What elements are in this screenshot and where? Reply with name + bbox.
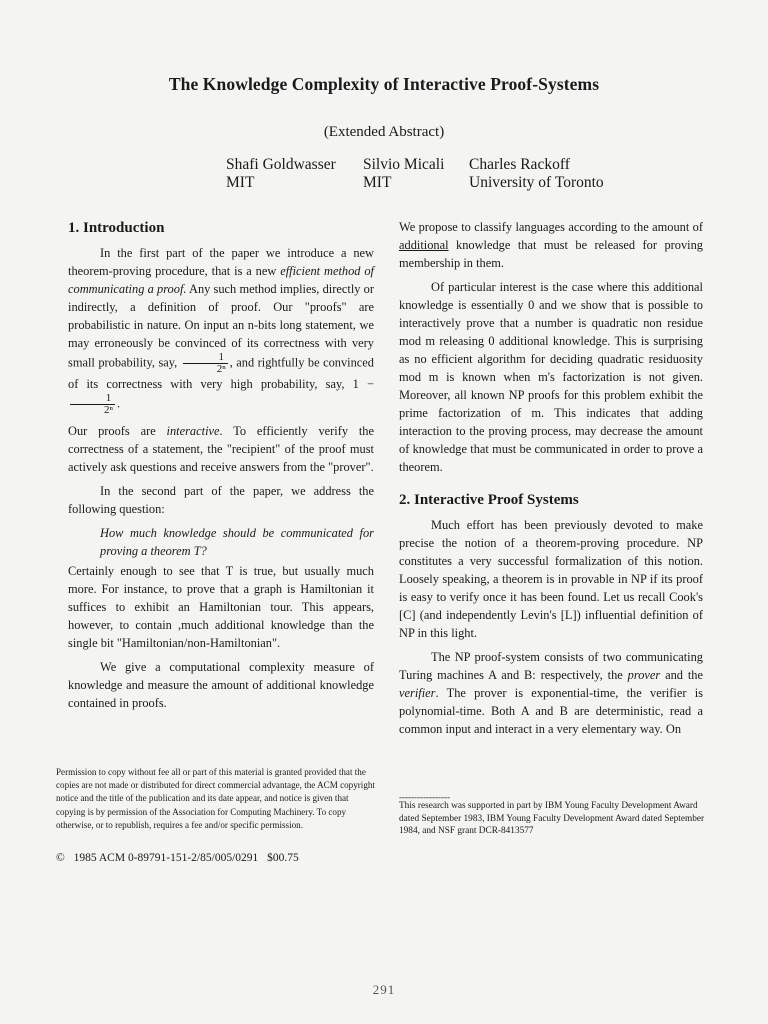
copyright-line: [56, 852, 305, 864]
author-affiliation: University of Toronto: [469, 174, 604, 191]
paragraph: Much effort has been previously devoted to make precise the notion of a theorem-proving procedure. NP constitutes a very successful formalization of this notion. Loosely speaking, a theorem is in provable in NP if its proof is easy to verify once it has been found. Let us recall Cook's [C] (and independently Levin's [L]) influential definition of NP in this light.: [399, 518, 703, 640]
left-column: [68, 218, 374, 718]
author-affiliation: MIT: [226, 174, 255, 191]
footnote: This research was supported in part by IBM Young Faculty Development Award dated September 1983, IBM Young Faculty Development Award dated September 1984, and NSF grant DCR-8413577: [399, 801, 705, 836]
paragraph: We give a computational complexity measure of knowledge and measure the amount of additional knowledge contained in proofs.: [68, 660, 374, 710]
paragraph: Of particular interest is the case where this additional knowledge is essentially 0 and we show that is possible to interactively prove that a number is quadratic non residue mod m releasing 0 additional knowledge. This is surprising as no efficient algorithm for deciding quadratic residuosity mod m is known when m's factorization is not given. Moreover, all known NP proofs for this problem exhibit the prime factorization of m. This indicates that adding interaction to the proving process, may decrease the amount of knowledge that must be communicated in order to prove a theorem.: [399, 280, 703, 474]
copyright-price: $00.75: [267, 852, 299, 864]
permission-notice: Permission to copy without fee all or part of this material is granted provided that the copies are not made or distributed for direct commercial advantage, the ACM copyright notice and the title of the publication and its date appear, and notice is given that copying is by permission of the Association for Computing Machinery. To copy otherwise, or to republish, requires a fee and/or specific permission.: [56, 767, 375, 830]
right-column: [399, 218, 703, 744]
author-name: Silvio Micali: [363, 156, 445, 173]
fraction: $\frac{1}{\text{2ⁿ}}$: [183, 352, 228, 375]
paragraph: In the first part of the paper we introduce a new theorem-proving procedure, that is a new efficient method of communicating a proof. Any such method implies, directly or indirectly, a definition of proof. Our "proofs" are probabilistic in nature. On input an n-bits long statement, we may erroneously be convinced of its correctness with very small probability, say, $\frac{1}{\text{2ⁿ}}$ , and rightfully be convinced of its correctness with very high probability, say, 1 − $\frac{1}{\text{2ⁿ}}$ .: [68, 246, 374, 416]
author-affiliation: MIT: [363, 174, 392, 191]
paper-title: The Knowledge Complexity of Interactive Proof-Systems: [168, 74, 600, 94]
research-question: How much knowledge should be communicated for proving a theorem T?: [100, 526, 374, 558]
section-heading-introduction: 1. Introduction: [68, 220, 165, 236]
author-name: Shafi Goldwasser: [226, 156, 336, 173]
author-name: Charles Rackoff: [469, 156, 570, 173]
fraction: $\frac{1}{\text{2ⁿ}}$: [70, 393, 115, 416]
paragraph: Our proofs are interactive. To efficiently verify the correctness of a statement, the "recipient" of the proof must actively ask questions and receive answers from the "prover".: [68, 424, 374, 474]
paper-subtitle: (Extended Abstract): [323, 124, 445, 140]
copyright-text: 1985 ACM 0-89791-151-2/85/005/0291: [73, 852, 259, 864]
paragraph: We propose to classify languages according to the amount of additional knowledge that must be released for proving membership in them.: [399, 220, 703, 270]
copyright-symbol: ©: [56, 852, 65, 864]
footnote-rule: -----------------: [399, 792, 450, 802]
author-2: [363, 156, 444, 192]
paragraph: In the second part of the paper, we address the following question:: [68, 484, 374, 516]
author-3: [469, 156, 604, 192]
paragraph: Certainly enough to see that T is true, but usually much more. For instance, to prove that a graph is Hamiltonian it suffices to exhibit an Hamiltonian tour. This appears, however, to contain ,much additional knowledge than the single bit "Hamiltonian/non-Hamiltonian".: [68, 564, 374, 650]
page-number: 291: [372, 982, 396, 997]
paragraph: The NP proof-system consists of two communicating Turing machines A and B: respectively, the prover and the verifier. The prover is exponential-time, the verifier is polynomial-time. Both A and B are deterministic, read a common input and interact in a very elementary way. On: [399, 650, 703, 736]
section-heading-interactive-proof-systems: 2. Interactive Proof Systems: [399, 492, 579, 508]
author-1: [226, 156, 336, 192]
